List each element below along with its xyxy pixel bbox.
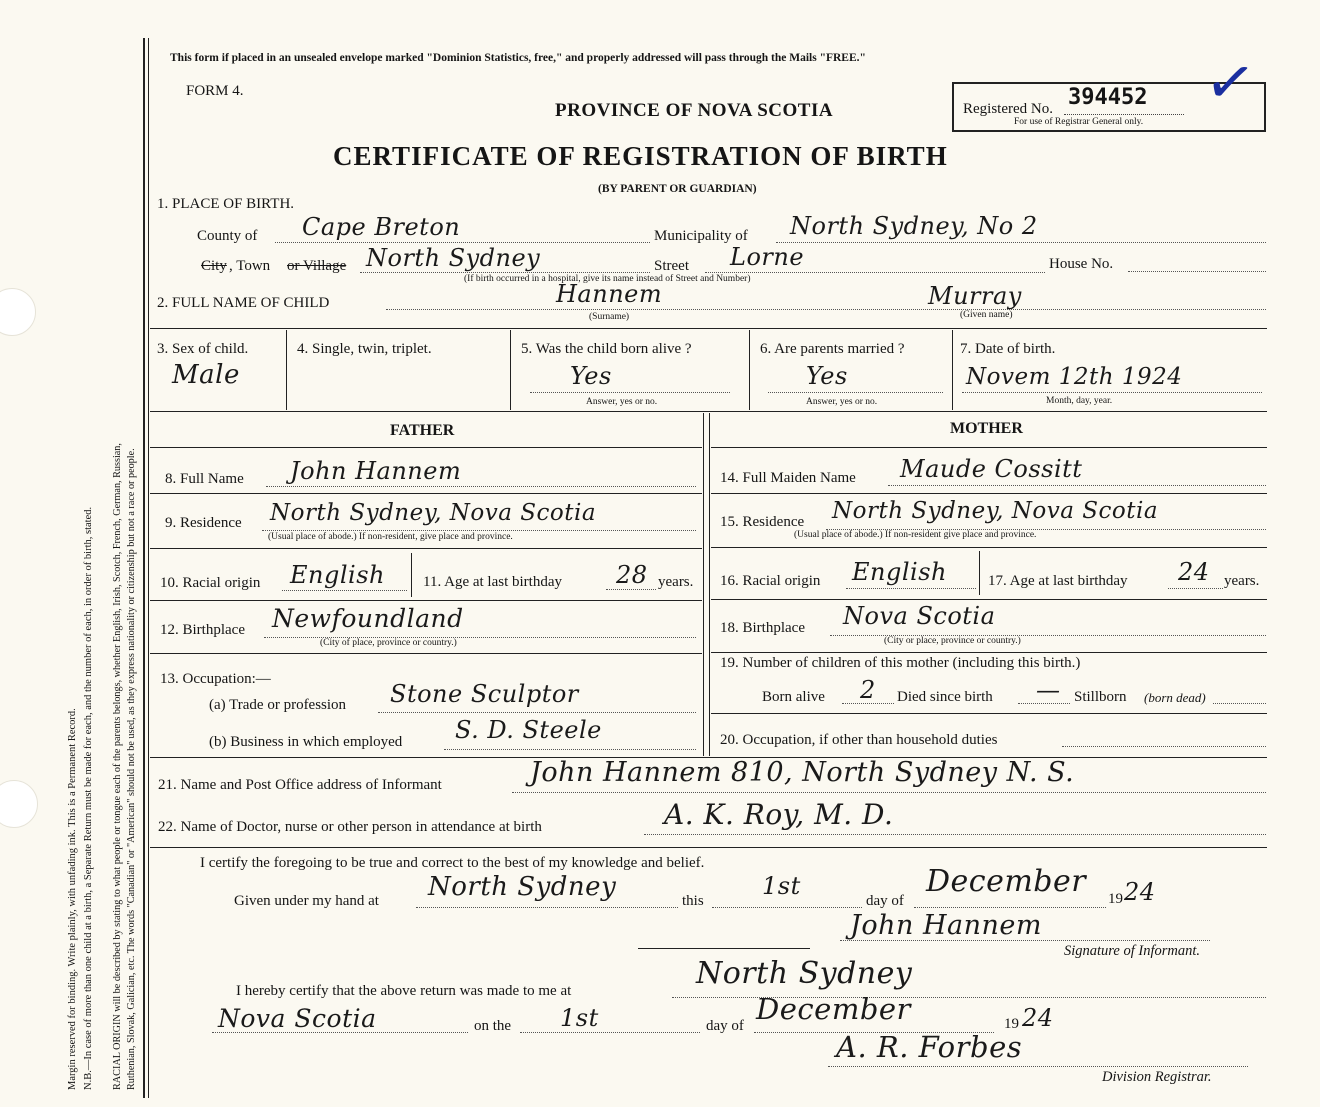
informant-value: John Hannem 810, North Sydney N. S. (530, 757, 1075, 788)
business-line (444, 749, 696, 750)
father-name-label: 8. Full Name (165, 471, 244, 487)
given-month: December (926, 864, 1087, 899)
alive-caption: Answer, yes or no. (586, 397, 658, 407)
county-label: County of (197, 228, 258, 244)
registered-number: 394452 (1068, 85, 1148, 110)
town-label: , Town (229, 258, 271, 274)
stillborn-label: Stillborn (1074, 689, 1127, 705)
surname-caption: (Surname) (589, 312, 630, 322)
punch-hole-top (0, 288, 36, 336)
doctor-label: 22. Name of Doctor, nurse or other person in attendance at birth (158, 819, 542, 835)
father-age-label: 11. Age at last birthday (423, 574, 562, 590)
reg-year-prefix: 19 (1004, 1016, 1019, 1032)
father-name: John Hannem (290, 457, 462, 485)
mother-residence-label: 15. Residence (720, 514, 805, 530)
father-residence: North Sydney, Nova Scotia (270, 500, 597, 526)
date-label: 7. Date of birth. (960, 341, 1056, 357)
registered-label: Registered No. (963, 101, 1053, 117)
father-racial-sep (411, 553, 412, 597)
father-racial-line (282, 590, 407, 591)
informant-signature-label: Signature of Informant. (1064, 943, 1201, 959)
stillborn-note: (born dead) (1144, 690, 1206, 705)
street-value: Lorne (730, 243, 805, 271)
parents-divider-2 (709, 413, 710, 756)
house-line (1128, 271, 1266, 272)
parents-divider (703, 413, 704, 756)
multiple-label: 4. Single, twin, triplet. (297, 341, 432, 357)
on-the-label: on the (474, 1018, 512, 1034)
reg-day: 1st (560, 1004, 599, 1032)
father-racial-label: 10. Racial origin (160, 575, 261, 591)
registered-underline (1064, 114, 1184, 115)
hospital-note: (If birth occurred in a hospital, give its name instead of Street and Number) (464, 274, 751, 284)
margin-note-3: RACIAL ORIGIN will be described by stating to what people or tongue each of the parents belongs, whether English, Irish, Scotch, French, German, Russian, (112, 443, 123, 1090)
mother-occupation-line (1062, 746, 1266, 747)
mother-racial-sep (979, 551, 980, 595)
mother-name-label: 14. Full Maiden Name (720, 470, 856, 486)
registrar-note: For use of Registrar General only. (1014, 117, 1144, 127)
street-line (705, 272, 1045, 273)
municipality-label: Municipality of (654, 228, 748, 244)
binding-rule-inner (148, 38, 149, 1098)
given-day-line (712, 907, 862, 908)
municipality-value: North Sydney, No 2 (790, 212, 1038, 240)
mother-years: years. (1224, 573, 1260, 589)
mother-rule-5 (711, 713, 1267, 714)
father-birthplace: Newfoundland (272, 604, 464, 633)
stillborn-line (1213, 703, 1266, 704)
date-value: Novem 12th 1924 (966, 364, 1183, 390)
col-rule-6 (749, 330, 750, 410)
mother-name-line (888, 485, 1266, 486)
father-age-line (606, 589, 656, 590)
mother-rule-4 (711, 652, 1267, 653)
married-label: 6. Are parents married ? (760, 341, 905, 357)
business-value: S. D. Steele (455, 716, 602, 744)
mother-residence: North Sydney, Nova Scotia (832, 498, 1159, 524)
parents-head-rule-left (150, 447, 702, 448)
reg-day-of-label: day of (706, 1018, 744, 1034)
mother-age: 24 (1178, 558, 1210, 586)
village-struck: or Village (287, 258, 347, 274)
day-of-label: day of (866, 893, 904, 909)
reg-month: December (756, 992, 911, 1026)
certificate-subtitle: (BY PARENT OR GUARDIAN) (598, 183, 757, 195)
died-label: Died since birth (897, 689, 993, 705)
mother-racial-label: 16. Racial origin (720, 573, 821, 589)
this-label: this (682, 893, 704, 909)
mother-racial: English (852, 558, 947, 586)
father-rule-1 (150, 493, 702, 494)
business-label: (b) Business in which employed (209, 734, 403, 750)
place-label: 1. PLACE OF BIRTH. (157, 196, 295, 212)
alive-line (530, 392, 730, 393)
father-rule-2 (150, 548, 702, 549)
margin-note-4: Ruthenian, Slovak, Galician, etc. The words "Canadian" or "American" should not be used, as they express nationality or citizenship but not a race or people. (126, 448, 137, 1090)
margin-note-1: Margin reserved for binding. Write plainly, with unfading ink. This is a Permanent Record. (67, 708, 78, 1090)
mother-birthplace-caption: (City or place, province or country.) (884, 636, 1021, 646)
certify-statement: I certify the foregoing to be true and correct to the best of my knowledge and belief. (200, 855, 705, 871)
registrar-statement: I hereby certify that the above return was made to me at (236, 983, 572, 999)
father-birthplace-label: 12. Birthplace (160, 622, 245, 638)
city-struck: City (201, 258, 227, 274)
mother-racial-line (846, 588, 976, 589)
father-rule-4 (150, 653, 702, 654)
mother-age-line (1168, 588, 1223, 589)
sex-label: 3. Sex of child. (157, 341, 249, 357)
parents-head-rule-right (711, 447, 1267, 448)
child-surname: Hannem (556, 280, 663, 308)
alive-label: 5. Was the child born alive ? (521, 341, 692, 357)
reg-day-line (520, 1032, 700, 1033)
trade-label: (a) Trade or profession (209, 697, 347, 713)
registrar-signature-line (828, 1066, 1248, 1067)
mother-birthplace-label: 18. Birthplace (720, 620, 805, 636)
mother-residence-caption: (Usual place of abode.) If non-resident give place and province. (794, 530, 1037, 540)
mother-heading: MOTHER (950, 420, 1023, 437)
died-value: — (1036, 676, 1061, 704)
alive-value: Yes (570, 362, 612, 390)
date-line (962, 392, 1262, 393)
check-mark-icon: ✓ (1200, 46, 1260, 120)
given-month-line (914, 907, 1106, 908)
father-heading: FATHER (390, 422, 455, 439)
binding-rule (143, 38, 145, 1098)
informant-signature-line (840, 940, 1210, 941)
mother-birthplace: Nova Scotia (843, 602, 996, 630)
col-rule-5 (510, 330, 511, 410)
married-line (768, 392, 943, 393)
margin-note-2: N.B.—In case of more than one child at a birth, a Separate Return must be made for each, and the number of each, in order of birth, stated. (83, 506, 94, 1090)
punch-hole-bottom (0, 780, 38, 828)
col-rule-7 (952, 330, 953, 410)
father-racial: English (290, 561, 385, 589)
father-residence-label: 9. Residence (165, 515, 242, 531)
mail-note: This form if placed in an unsealed envelope marked "Dominion Statistics, free," and properly addressed will pass through the Mails "FREE." (170, 52, 866, 64)
date-caption: Month, day, year. (1046, 396, 1113, 406)
row-rule-cert (150, 847, 1267, 848)
born-alive-value: 2 (860, 676, 876, 704)
married-caption: Answer, yes or no. (806, 397, 878, 407)
sex-value: Male (172, 360, 240, 390)
trade-value: Stone Sculptor (390, 680, 579, 708)
father-birthplace-caption: (City of place, province or country.) (320, 638, 457, 648)
town-value: North Sydney (366, 244, 541, 272)
county-value: Cape Breton (302, 213, 461, 241)
row-rule-3 (150, 328, 1267, 329)
children-label: 19. Number of children of this mother (including this birth.) (720, 655, 1081, 671)
registrar-signature: A. R. Forbes (836, 1030, 1023, 1064)
given-year: 24 (1124, 878, 1156, 906)
informant-line (512, 792, 1266, 793)
mother-occupation-label: 20. Occupation, if other than household duties (720, 732, 998, 748)
given-place-line (416, 907, 678, 908)
father-residence-line (262, 530, 696, 531)
father-name-line (266, 486, 696, 487)
child-given-name: Murray (928, 282, 1022, 310)
married-value: Yes (806, 362, 848, 390)
father-age: 28 (616, 561, 648, 589)
mother-rule-2 (711, 547, 1267, 548)
reg-place2: Nova Scotia (218, 1004, 377, 1033)
street-label: Street (654, 258, 689, 274)
short-rule (638, 948, 810, 949)
row-rule-parents (150, 411, 1267, 412)
given-year-prefix: 19 (1108, 891, 1123, 907)
division-registrar-label: Division Registrar. (1102, 1069, 1212, 1085)
mother-age-label: 17. Age at last birthday (988, 573, 1128, 589)
certificate-title: CERTIFICATE OF REGISTRATION OF BIRTH (333, 141, 948, 171)
trade-line (378, 712, 696, 713)
father-rule-3 (150, 600, 702, 601)
child-name-line (386, 309, 1266, 310)
child-name-label: 2. FULL NAME OF CHILD (157, 295, 330, 311)
father-years: years. (658, 574, 694, 590)
given-caption: (Given name) (960, 310, 1013, 320)
doctor-value: A. K. Roy, M. D. (664, 798, 894, 831)
born-alive-label: Born alive (762, 689, 825, 705)
mother-name: Maude Cossitt (900, 455, 1083, 483)
informant-label: 21. Name and Post Office address of Informant (158, 777, 442, 793)
col-rule-4 (286, 330, 287, 410)
informant-signature: John Hannem (850, 910, 1042, 941)
town-line (360, 272, 650, 273)
municipality-line (776, 242, 1266, 243)
doctor-line (644, 834, 1266, 835)
county-line (275, 242, 650, 243)
reg-place: North Sydney (696, 956, 913, 991)
mother-rule-3 (711, 599, 1267, 600)
given-label: Given under my hand at (234, 893, 379, 909)
province-title: PROVINCE OF NOVA SCOTIA (555, 100, 834, 121)
reg-year: 24 (1022, 1004, 1054, 1032)
mother-rule-1 (711, 493, 1267, 494)
house-label: House No. (1049, 256, 1114, 272)
father-occupation-label: 13. Occupation:— (160, 671, 271, 687)
given-day: 1st (762, 872, 801, 900)
given-place: North Sydney (428, 872, 617, 902)
father-residence-caption: (Usual place of abode.) If non-resident, give place and province. (268, 532, 513, 542)
form-number: FORM 4. (186, 83, 244, 99)
